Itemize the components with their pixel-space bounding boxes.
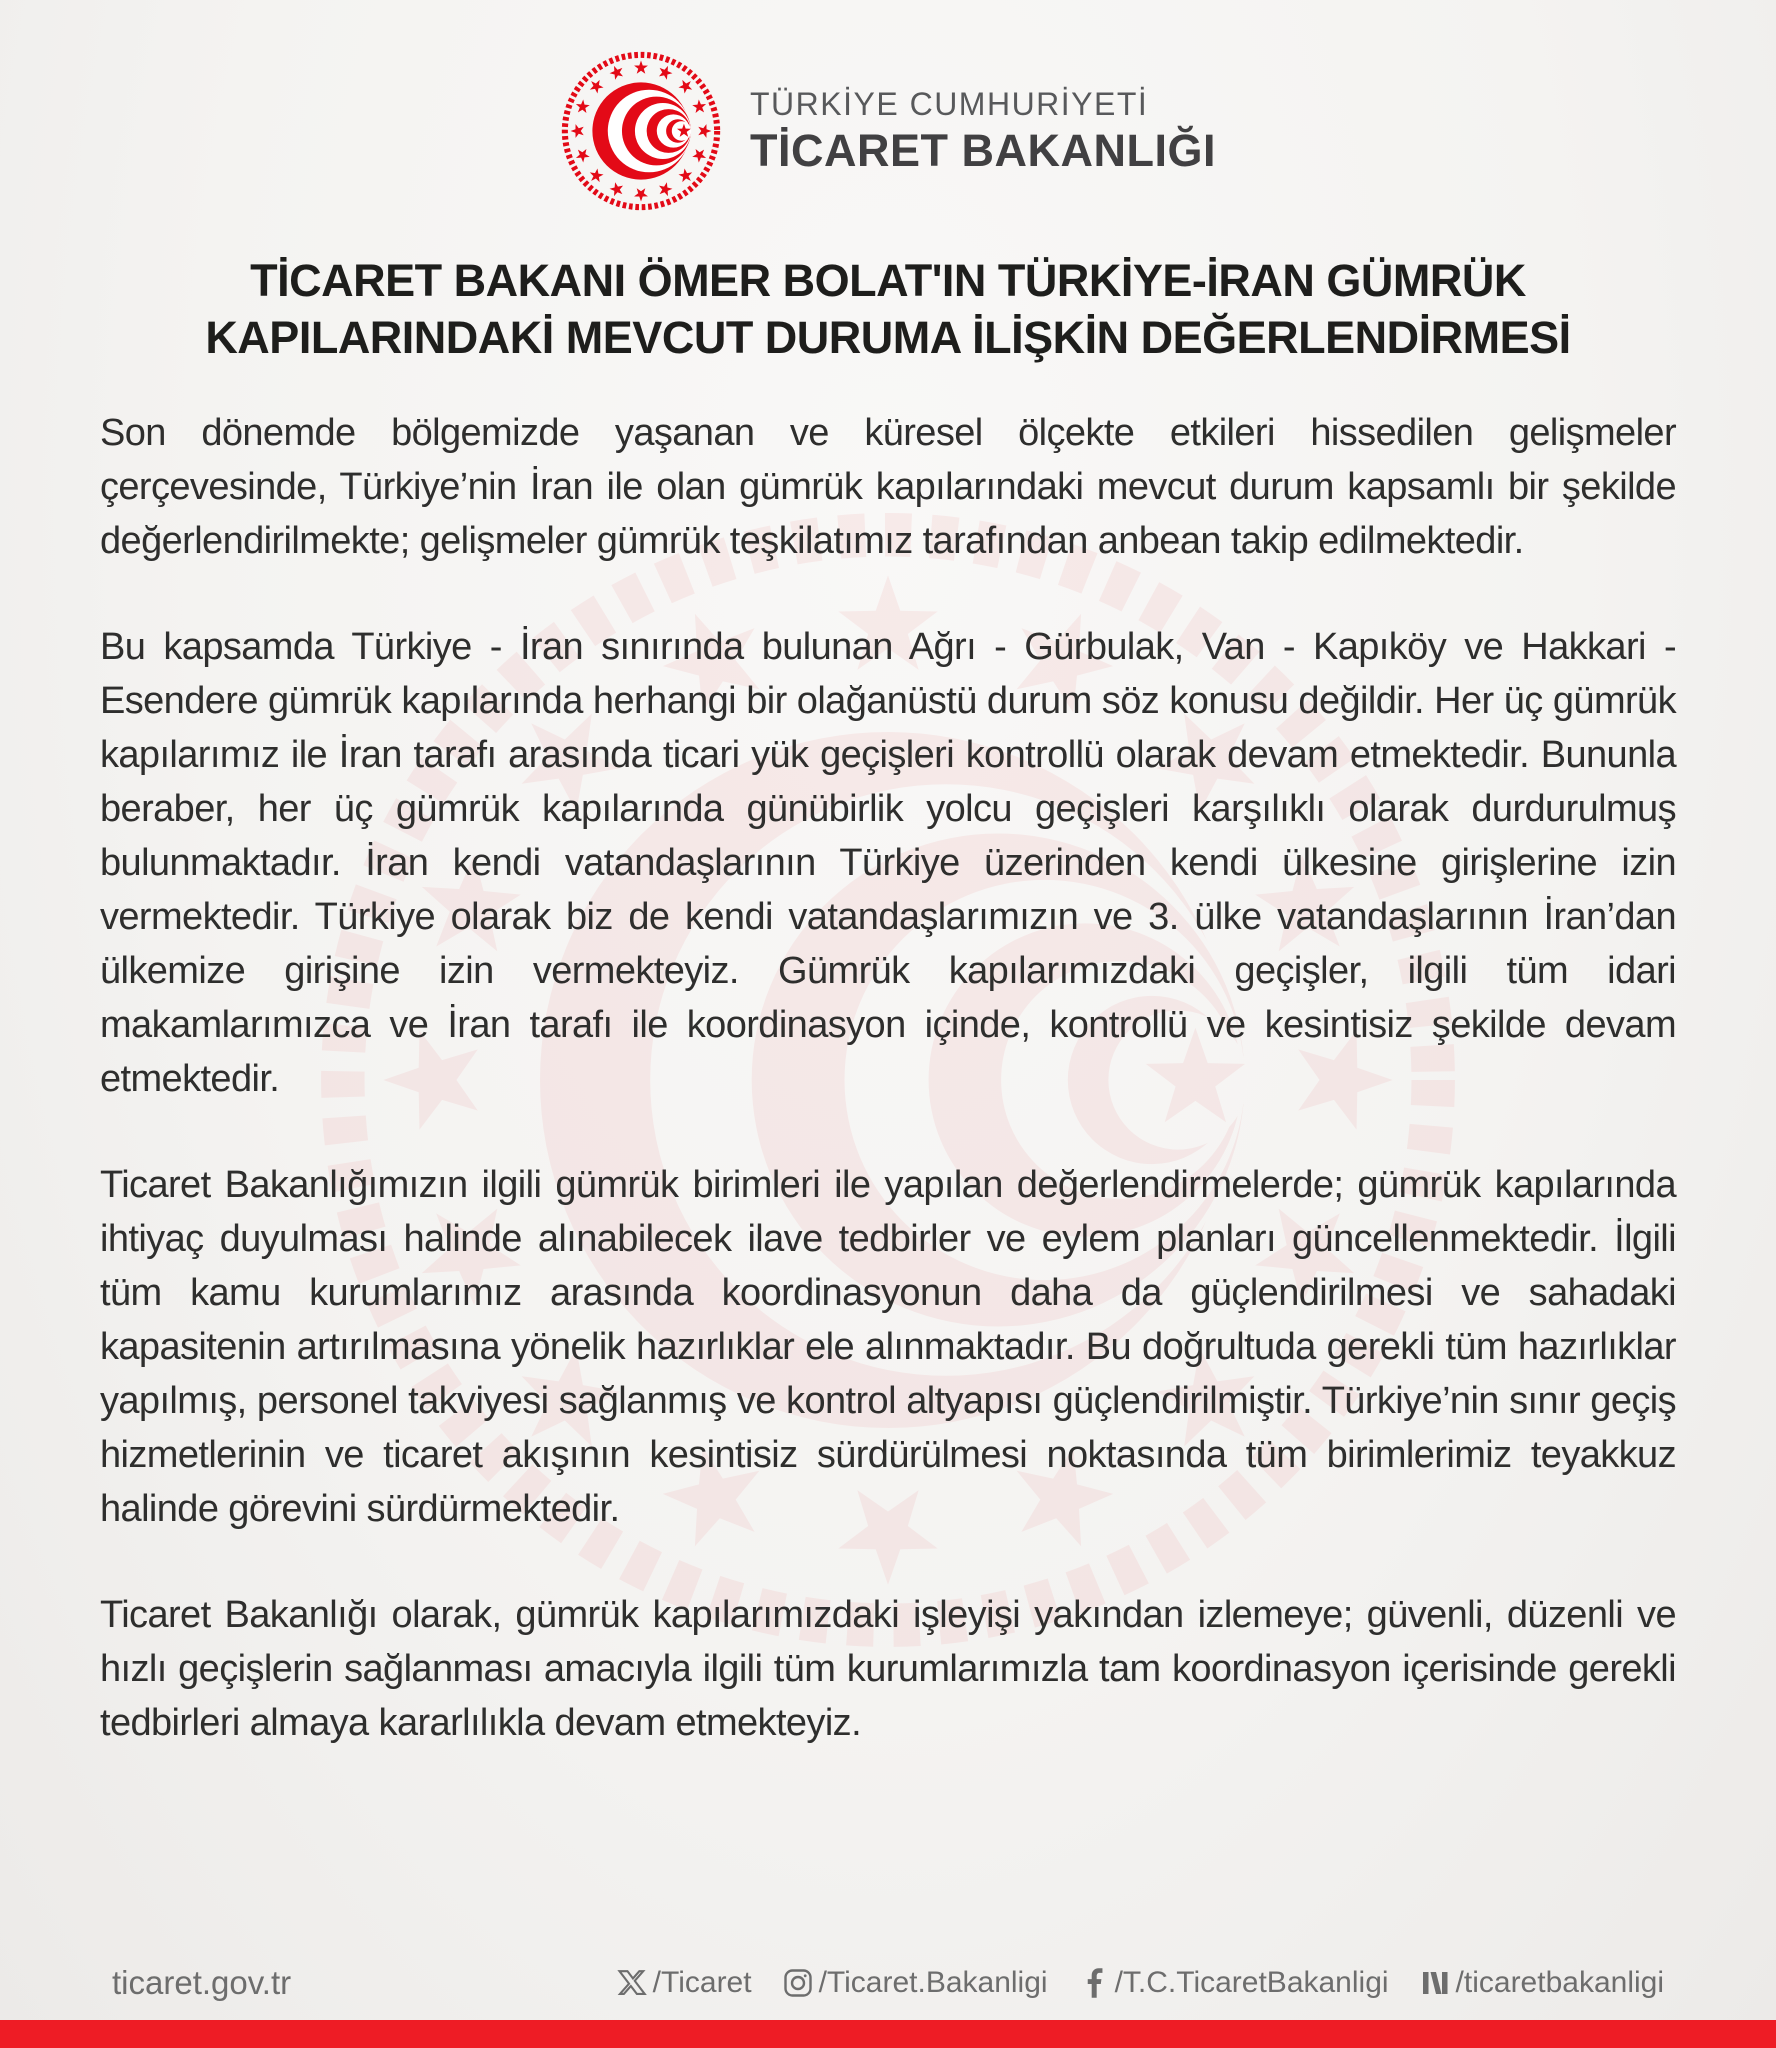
page-title (90, 252, 1686, 366)
ministry-name-line2: TİCARET BAKANLIĞI (750, 124, 1216, 176)
page-title-line2: KAPILARINDAKİ MEVCUT DURUMA İLİŞKİN DEĞERLENDİRMESİ (205, 312, 1571, 363)
facebook-icon (1078, 1967, 1110, 1999)
ministry-name (750, 86, 1216, 177)
ministry-name-line1: TÜRKİYE CUMHURİYETİ (750, 85, 1149, 122)
statement-body (100, 406, 1676, 1750)
header (0, 0, 1776, 212)
social-handle: /Ticaret (652, 1966, 752, 1999)
bottom-red-bar (0, 2020, 1776, 2048)
paragraph: Bu kapsamda Türkiye - İran sınırında bulunan Ağrı - Gürbulak, Van - Kapıköy ve Hakkari - Esendere gümrük kapılarında herhangi bir olağanüstü durum söz konusu değildir. Her üç gümrük kapılarımız ile İran tarafı arasında ticari yük geçişleri kontrollü olarak devam etmektedir. Bununla beraber, her üç gümrük kapılarında günübirlik yolcu geçişleri karşılıklı olarak durdurulmuş bulunmaktadır. İran kendi vatandaşlarının Türkiye üzerinden kendi ülkesine girişlerine izin vermektedir. Türkiye olarak biz de kendi vatandaşlarımızın ve 3. ülke vatandaşlarının İran’dan ülkemize girişine izin vermekteyiz. Gümrük kapılarımızdaki geçişler, ilgili tüm idari makamlarımızca ve İran tarafı ile koordinasyon içinde, kontrollü ve kesintisiz şekilde devam etmektedir. (100, 626, 1676, 1100)
nsosyal-icon (1419, 1967, 1451, 1999)
social-handle: /T.C.TicaretBakanligi (1114, 1966, 1389, 1999)
ministry-emblem-icon (560, 50, 722, 212)
social-handle: /ticaretbakanligi (1455, 1966, 1664, 1999)
instagram-icon (782, 1967, 814, 1999)
page-title-line1: TİCARET BAKANI ÖMER BOLAT'IN TÜRKİYE-İRAN GÜMRÜK (250, 255, 1526, 306)
social-item-facebook (1078, 1966, 1389, 2000)
website-url: ticaret.gov.tr (112, 1964, 292, 2001)
footer (0, 1964, 1776, 2002)
x-icon (616, 1967, 648, 1999)
social-item-instagram (782, 1966, 1048, 2000)
social-item-nsosyal (1419, 1966, 1664, 2000)
paragraph: Ticaret Bakanlığımızın ilgili gümrük birimleri ile yapılan değerlendirmelerde; gümrük kapılarında ihtiyaç duyulması halinde alınabilecek ilave tedbirler ve eylem planları güncellenmektedir. İlgili tüm kamu kurumlarımız arasında koordinasyonun daha da güçlendirilmesi ve sahadaki kapasitenin artırılmasına yönelik hazırlıklar ele alınmaktadır. Bu doğrultuda gerekli tüm hazırlıklar yapılmış, personel takviyesi sağlanmış ve kontrol altyapısı güçlendirilmiştir. Türkiye’nin sınır geçiş hizmetlerinin ve ticaret akışının kesintisiz sürdürülmesi noktasında tüm birimlerimiz teyakkuz halinde görevini sürdürmektedir. (100, 1164, 1676, 1530)
paragraph: Ticaret Bakanlığı olarak, gümrük kapılarımızdaki işleyişi yakından izlemeye; güvenli, düzenli ve hızlı geçişlerin sağlanması amacıyla ilgili tüm kurumlarımızla tam koordinasyon içerisinde gerekli tedbirleri almaya kararlılıkla devam etmekteyiz. (100, 1594, 1676, 1744)
social-handle: /Ticaret.Bakanligi (818, 1966, 1048, 1999)
paragraph: Son dönemde bölgemizde yaşanan ve küresel ölçekte etkileri hissedilen gelişmeler çerçevesinde, Türkiye’nin İran ile olan gümrük kapılarındaki mevcut durum kapsamlı bir şekilde değerlendirilmekte; gelişmeler gümrük teşkilatımız tarafından anbean takip edilmektedir. (100, 412, 1676, 562)
social-item-x (616, 1966, 752, 2000)
social-links (616, 1966, 1664, 2000)
